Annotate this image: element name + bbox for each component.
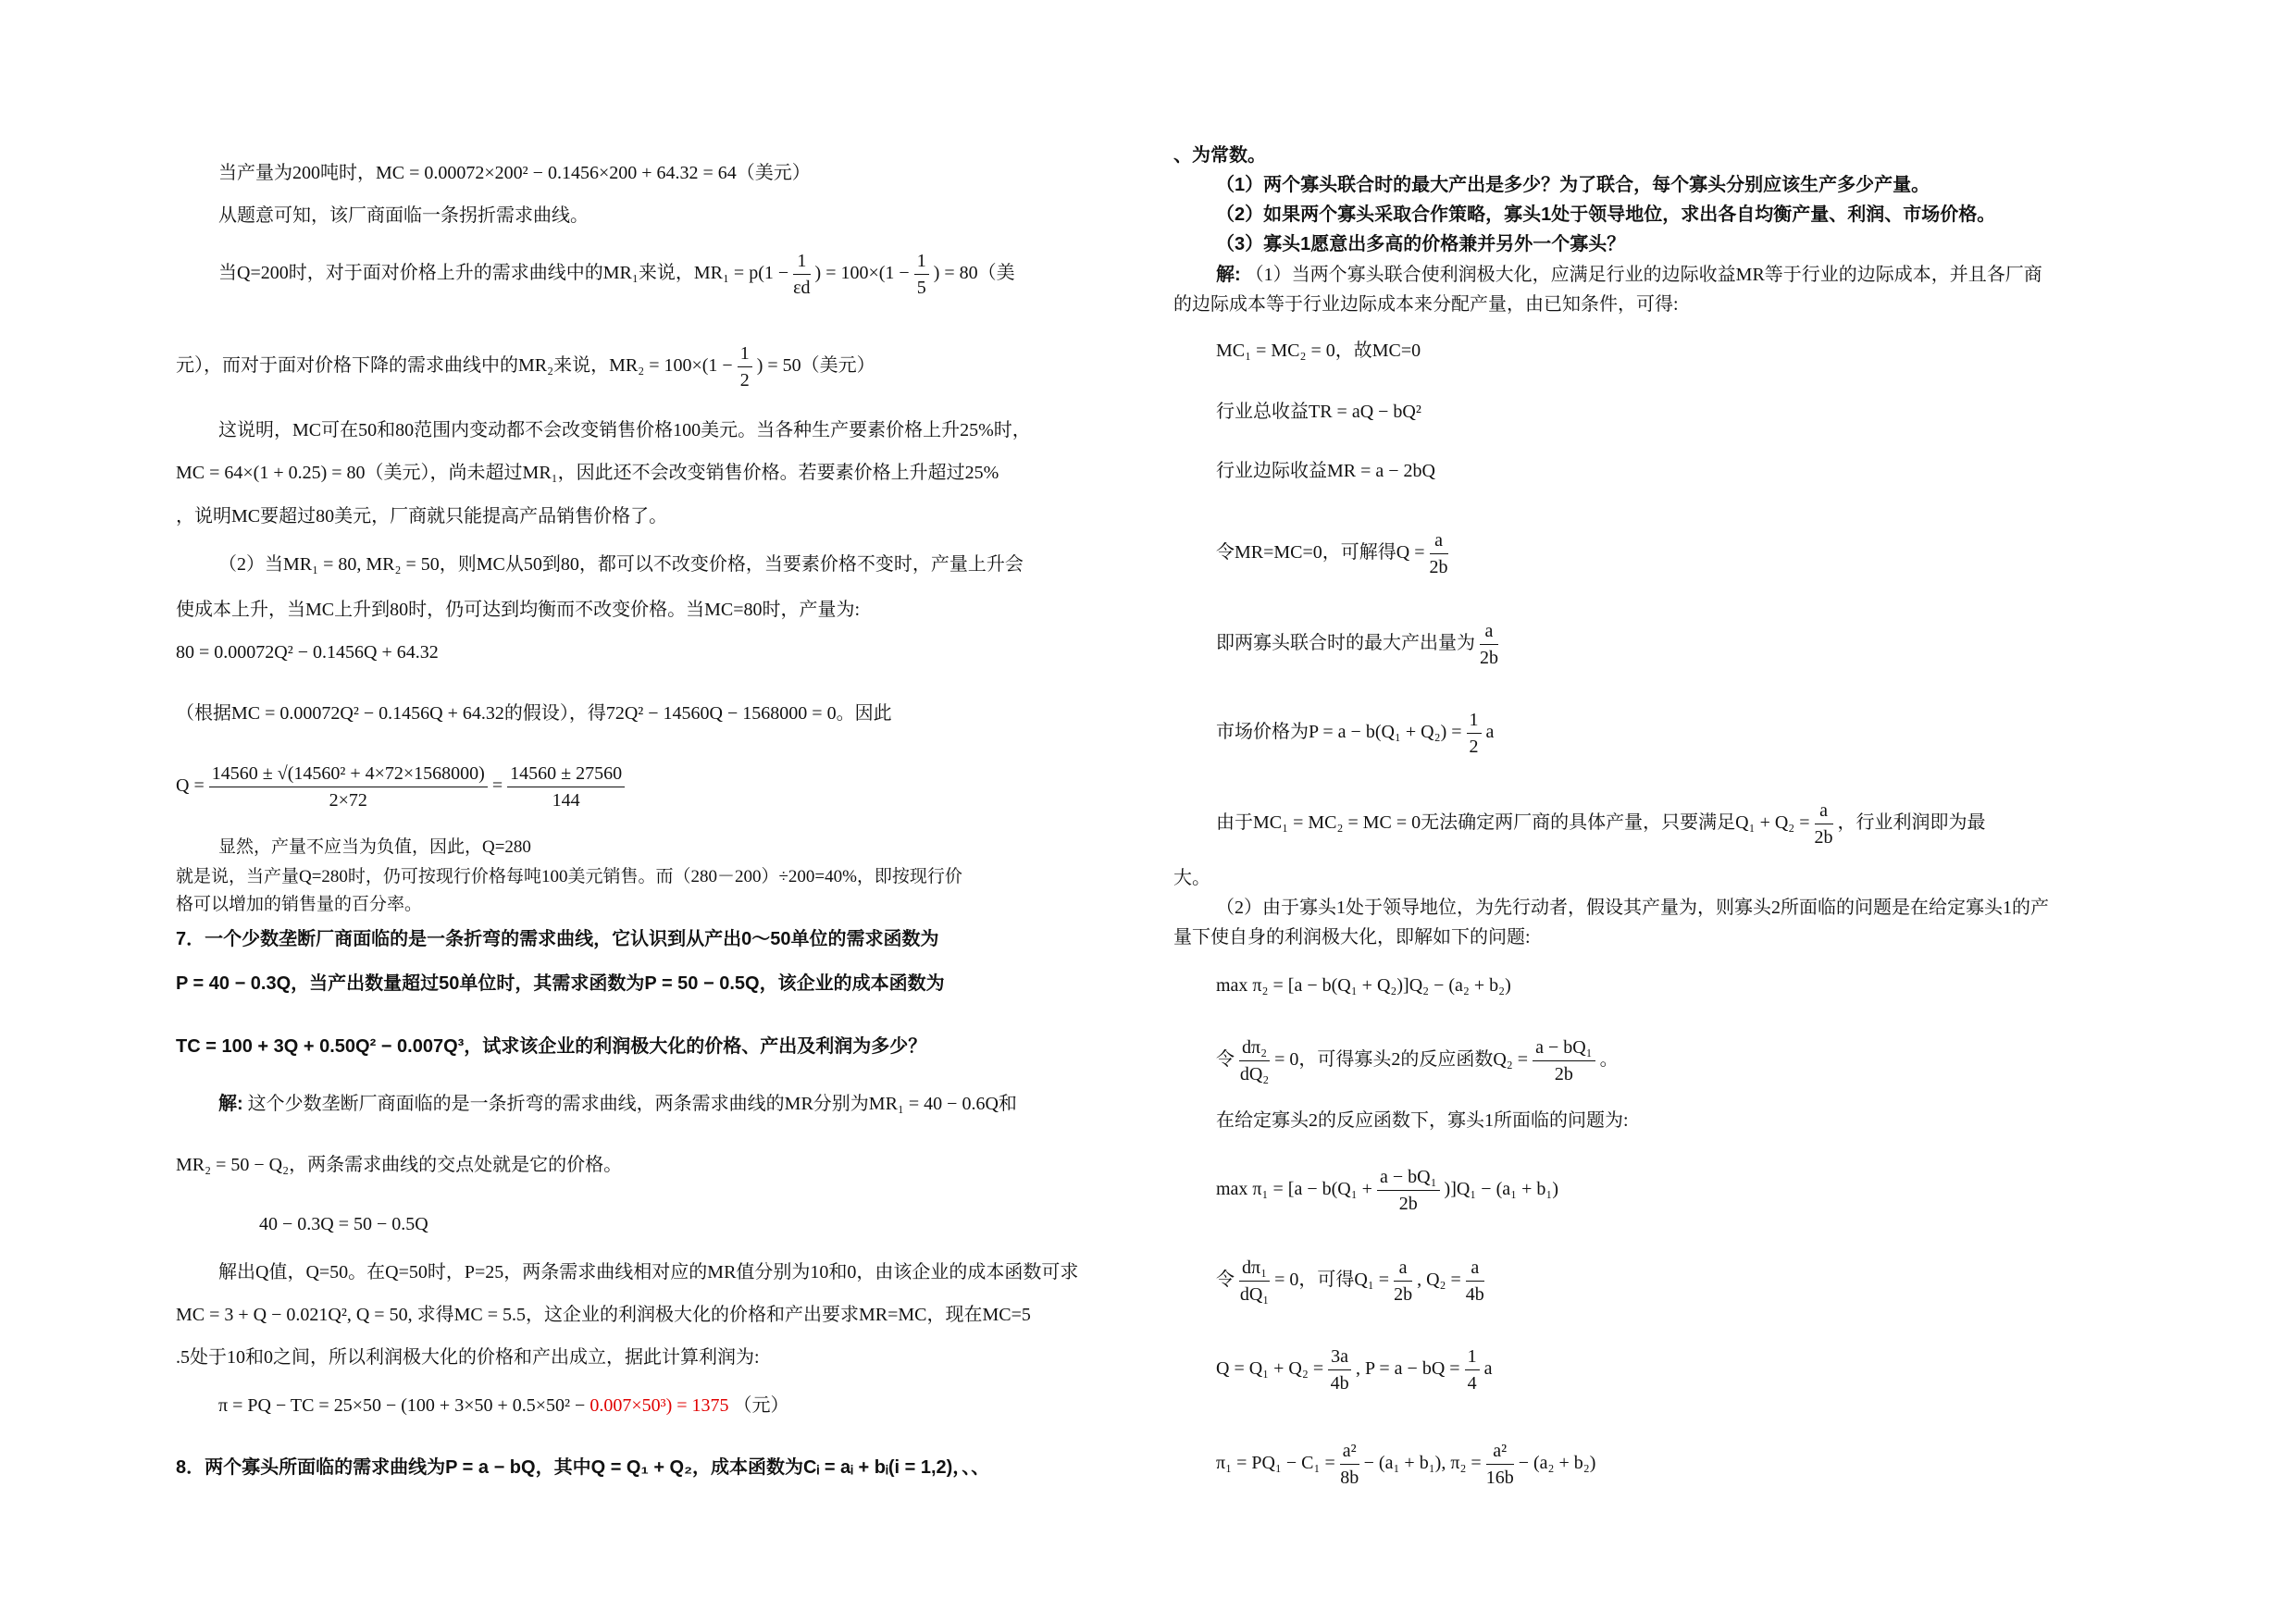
numerator: 1 [793,248,810,275]
fraction [1815,798,1833,850]
text-line: MR₂ = 50 − Q₂，两条需求曲线的交点处就是它的价格。 [176,1155,623,1175]
text-run: （元） [733,1395,789,1416]
numerator: a [1815,798,1833,824]
numerator: 3a [1328,1344,1351,1370]
fraction [914,248,929,301]
text-run: 令 [1216,1049,1235,1071]
denominator: 2b [1394,1284,1413,1305]
text-line: 行业边际收益MR = a − 2bQ [1216,461,1436,481]
question-heading: 7．一个少数垄断厂商面临的是一条折弯的需求曲线，它认识到从产出0～50单位的需求函数为 [176,929,939,949]
text-run: 当Q=200时，对于面对价格上升的需求曲线中的MR₁来说，MR₁ = p(1 − [218,263,794,284]
denominator: 2 [739,370,750,390]
text-run: = [491,775,508,797]
text-line: 量下使自身的利润极大化，即解如下的问题: [1173,927,1531,948]
fraction [1486,1438,1514,1491]
denominator: 2b [1429,557,1448,577]
denominator: 2b [1398,1194,1418,1214]
text-run: )]Q₁ − (a₁ + b₁) [1444,1179,1558,1200]
denominator: dQ₂ [1239,1064,1270,1084]
fraction [1394,1255,1412,1307]
answer-line [1216,263,2042,287]
math-line [1216,1344,1492,1396]
numerator: 14560 ± √(14560² + 4×72×1568000) [209,761,488,787]
text-line: （2）当MR₁ = 80, MR₂ = 50，则MC从50到80，都可以不改变价格，当要素价格不变时，产量上升会 [218,554,1024,575]
fraction [738,341,752,393]
text-line: 的边际成本等于行业边际成本来分配产量，由已知条件，可得: [1173,294,1679,315]
numerator: a² [1486,1438,1514,1465]
math-line [1216,707,1494,760]
math-line [1216,1164,1558,1217]
text-line: （根据MC = 0.00072Q² − 0.1456Q + 64.32的假设），得72Q² − 14560Q − 1568000 = 0。因此 [176,703,892,724]
denominator: 2b [1554,1064,1573,1084]
text-run: 市场价格为P = a − b(Q₁ + Q₂) = [1216,722,1467,743]
text-run: π = PQ − TC = 25×50 − (100 + 3×50 + 0.5×50² − [218,1395,590,1416]
question-line: P = 40 − 0.3Q，当产出数量超过50单位时，其需求函数为P = 50 − 0.5Q，该企业的成本函数为 [176,973,945,994]
numerator: dπ₁ [1239,1255,1270,1282]
text-line: MC = 3 + Q − 0.021Q², Q = 50, 求得MC = 5.5，这企业的利润极大化的价格和产出要求MR=MC，现在MC=5 [176,1305,1031,1325]
text-line: 解出Q值，Q=50。在Q=50时，P=25，两条需求曲线相对应的MR值分别为10和0，由该企业的成本函数可求 [218,1262,1079,1282]
numerator: 1 [738,341,752,367]
numerator: 14560 ± 27560 [507,761,625,787]
text-run: , Q₂ = [1417,1270,1466,1291]
text-line: MC₁ = MC₂ = 0，故MC=0 [1216,341,1421,361]
math-line [1216,1255,1484,1307]
text-run: 即两寡头联合时的最大产出量为 [1216,633,1475,654]
math-line [218,248,1015,301]
text-line: 40 − 0.3Q = 50 − 0.5Q [259,1214,428,1234]
math-line [218,1394,789,1418]
fraction [1465,1344,1480,1396]
text-line: （2）由于寡头1处于领导地位，为先行动者，假设其产量为，则寡头2所面临的问题是在给定寡头1的产 [1216,898,2049,918]
text-run: 令 [1216,1270,1235,1291]
denominator: εd [793,278,811,298]
text-run: = 0，可得Q₁ = [1274,1270,1395,1291]
text-run: = 0，可得寡头2的反应函数Q₂ = [1274,1049,1533,1071]
text-run: 。 [1599,1049,1619,1071]
numerator: a − bQ₁ [1377,1164,1440,1191]
numerator: a − bQ₁ [1533,1035,1595,1061]
solution-label: 解: [1216,265,1241,285]
fraction [1239,1255,1270,1307]
math-line [1216,1438,1595,1491]
numerator: 1 [914,248,929,275]
math-line [176,761,625,813]
question-line: （1）两个寡头联合时的最大产出是多少？为了联合，每个寡头分别应该生产多少产量。 [1216,175,1930,195]
fraction [1328,1344,1351,1396]
math-line [1216,618,1498,671]
text-line: .5处于10和0之间，所以利润极大化的价格和产出成立，据此计算利润为: [176,1347,760,1368]
text-run: 令MR=MC=0，可解得Q = [1216,542,1430,564]
text-run: − (a₁ + b₁), π₂ = [1363,1453,1486,1474]
fraction [1377,1164,1440,1217]
text-line: 在给定寡头2的反应函数下，寡头1所面临的问题为: [1216,1110,1629,1131]
fraction [209,761,488,813]
text-line: 行业总收益TR = aQ − bQ² [1216,402,1421,422]
denominator: 16b [1485,1468,1514,1488]
numerator: 1 [1465,1344,1480,1370]
text-run: 元），而对于面对价格下降的需求曲线中的MR₂来说，MR₂ = 100×(1 − [176,355,738,377]
denominator: 2b [1814,827,1833,848]
fraction [1239,1035,1270,1087]
text-run: 由于MC₁ = MC₂ = MC = 0无法确定两厂商的具体产量，只要满足Q₁ + Q₂ = [1216,812,1815,834]
text-line: ，说明MC要超过80美元，厂商就只能提高产品销售价格了。 [176,506,668,527]
denominator: 4b [1330,1373,1349,1394]
text-run: , P = a − bQ = [1356,1358,1465,1380]
question-line: （2）如果两个寡头采取合作策略，寡头1处于领导地位，求出各自均衡产量、利润、市场价格。 [1216,204,1996,225]
question-line: 、为常数。 [1173,145,1266,166]
denominator: 144 [552,790,580,811]
math-line [1216,1035,1619,1087]
fraction [1466,1255,1484,1307]
text-run: ，行业利润即为最 [1837,812,1986,834]
question-line: （3）寡头1愿意出多高的价格兼并另外一个寡头？ [1216,234,1626,254]
text-run: a [1483,1358,1493,1380]
numerator: dπ₂ [1239,1035,1270,1061]
solution-label: 解: [218,1094,243,1114]
denominator: 2 [1469,737,1479,757]
text-line: 这说明，MC可在50和80范围内变动都不会改变销售价格100美元。当各种生产要素价格上升25%时， [218,420,1031,440]
text-run: Q = [176,775,209,797]
text-run: π₁ = PQ₁ − C₁ = [1216,1453,1340,1474]
numerator: 1 [1467,707,1482,734]
text-line: 就是说，当产量Q=280时，仍可按现行价格每吨100美元销售。而（280－200）÷200=40%，即按现行价 [176,867,962,886]
text-line: 从题意可知，该厂商面临一条拐折需求曲线。 [218,205,589,226]
highlighted-text: 0.007×50³) = 1375 [590,1395,729,1416]
text-line: 使成本上升，当MC上升到80时，仍可达到均衡而不改变价格。当MC=80时，产量为: [176,600,861,620]
denominator: 2b [1480,648,1498,668]
text-run: 这个少数垄断厂商面临的是一条折弯的需求曲线，两条需求曲线的MR分别为MR₁ = 40 − 0.6Q和 [247,1094,1017,1114]
text-run: max π₁ = [a − b(Q₁ + [1216,1179,1377,1200]
fraction [1430,527,1448,580]
text-line: 80 = 0.00072Q² − 0.1456Q + 64.32 [176,642,439,663]
text-line: 格可以增加的销售量的百分率。 [176,895,423,914]
numerator: a [1466,1255,1484,1282]
numerator: a [1480,618,1498,645]
question-line: TC = 100 + 3Q + 0.50Q² − 0.007Q³，试求该企业的利润极大化的价格、产出及利润为多少？ [176,1036,927,1057]
fraction [1533,1035,1595,1087]
text-run: （1）当两个寡头联合使利润极大化，应满足行业的边际收益MR等于行业的边际成本，并且各厂商 [1245,265,2042,285]
fraction [507,761,625,813]
text-run: Q = Q₁ + Q₂ = [1216,1358,1329,1380]
text-run: ) = 80（美 [933,263,1015,284]
denominator: 4 [1467,1373,1477,1394]
question-heading: 8．两个寡头所面临的需求曲线为P = a − bQ，其中Q = Q₁ + Q₂，成本函数为Cᵢ = aᵢ + bᵢ(i = 1,2)，、、 [176,1457,990,1478]
numerator: a [1430,527,1448,554]
text-run: − (a₂ + b₂) [1518,1453,1596,1474]
text-run: a [1485,722,1495,743]
denominator: 2×72 [329,790,367,811]
math-line [1216,527,1448,580]
text-run: ) = 50（美元） [756,355,875,377]
math-line [176,341,875,393]
text-line: 大。 [1173,868,1210,888]
numerator: a [1394,1255,1412,1282]
denominator: dQ₁ [1239,1284,1270,1305]
denominator: 5 [916,278,926,298]
text-line: max π₂ = [a − b(Q₁ + Q₂)]Q₂ − (a₂ + b₂) [1216,975,1511,996]
text-run: ) = 100×(1 − [814,263,914,284]
text-line: MC = 64×(1 + 0.25) = 80（美元），尚未超过MR₁，因此还不会改变销售价格。若要素价格上升超过25% [176,463,999,483]
fraction [1467,707,1482,760]
answer-line [218,1092,1017,1116]
fraction [793,248,810,301]
math-line [1216,798,1986,850]
denominator: 4b [1465,1284,1484,1305]
numerator: a² [1340,1438,1359,1465]
fraction [1340,1438,1359,1491]
fraction [1480,618,1498,671]
text-line: 显然，产量不应当为负值，因此，Q=280 [218,837,531,857]
denominator: 8b [1340,1468,1359,1488]
text-line: 当产量为200吨时，MC = 0.00072×200² − 0.1456×200 + 64.32 = 64（美元） [218,163,811,183]
